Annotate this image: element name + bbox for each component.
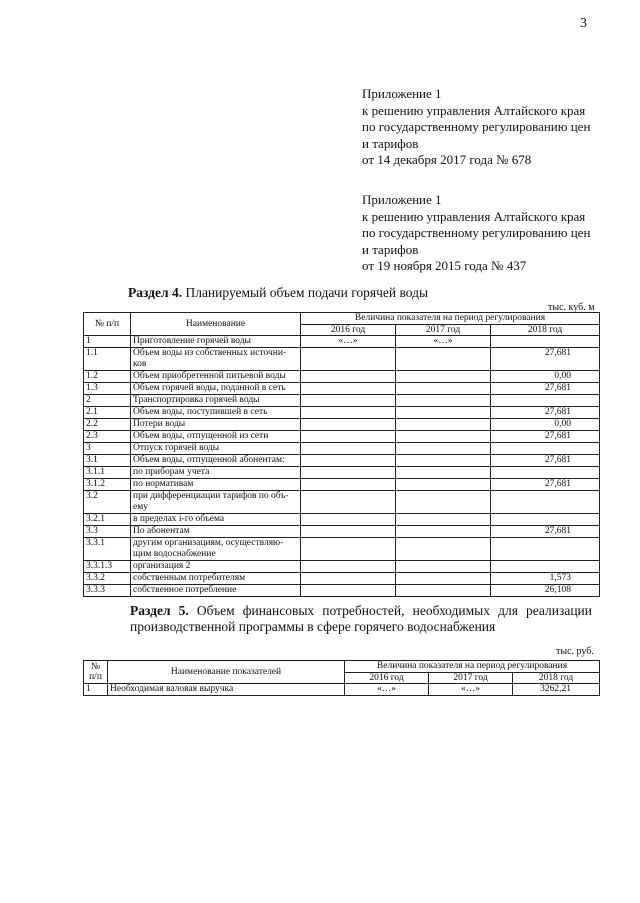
row-value-2017 [396, 514, 491, 526]
row-value-2018 [491, 491, 600, 514]
row-value-2016 [301, 467, 396, 479]
row-value-2018: 26,108 [491, 585, 600, 597]
row-num-cell: 3.2 [84, 491, 131, 514]
row-name-cell: собственное потребление [131, 585, 301, 597]
table-row [84, 383, 600, 395]
table-row [84, 419, 600, 431]
section5-table [83, 660, 600, 696]
row-value-2017 [396, 455, 491, 467]
row-value-2016 [301, 514, 396, 526]
row-value-2016 [301, 585, 396, 597]
row-num-cell: 3.3.3 [84, 585, 131, 597]
row-name-cell: Отпуск горячей воды [131, 443, 301, 455]
row-name-cell: Объем воды, поступившей в сеть [131, 407, 301, 419]
page-number: 3 [580, 16, 587, 31]
row-value-2016: «…» [345, 684, 429, 696]
table-row [84, 479, 600, 491]
row-value-2016 [301, 455, 396, 467]
row-name-cell: Объем воды из собственных источни-ков [131, 348, 301, 371]
row-num-cell: 1 [84, 684, 108, 696]
row-name-cell: Объем воды, отпущенной из сети [131, 431, 301, 443]
row-value-2018 [491, 514, 600, 526]
row-value-2016 [301, 407, 396, 419]
appendix-current-block [362, 86, 590, 169]
header-num-line1: № [90, 661, 101, 672]
table-row [84, 538, 600, 561]
row-value-2016 [301, 491, 396, 514]
header-name: Наименование показателей [108, 661, 345, 684]
row-value-2017 [396, 431, 491, 443]
row-num-cell: 3.3.2 [84, 573, 131, 585]
row-value-2017 [396, 348, 491, 371]
row-value-2016 [301, 526, 396, 538]
row-value-2018: 0,00 [491, 419, 600, 431]
header-year-2016: 2016 год [301, 324, 396, 336]
row-value-2016 [301, 383, 396, 395]
appendix-line: по государственному регулированию цен [362, 119, 591, 134]
row-value-2018: 27,681 [491, 407, 600, 419]
section4-table-body [84, 336, 600, 597]
row-name-cell: Объем воды, отпущенной абонентам: [131, 455, 301, 467]
row-name-cell: Объем приобретенной питьевой воды [131, 371, 301, 383]
row-num-cell: 3.2.1 [84, 514, 131, 526]
row-value-2018 [491, 538, 600, 561]
row-num-cell: 2.1 [84, 407, 131, 419]
table-row [84, 455, 600, 467]
row-value-2017 [396, 585, 491, 597]
section5-title [130, 603, 592, 635]
row-value-2016 [301, 395, 396, 407]
header-num-line2: п/п [89, 672, 102, 682]
row-value-2017 [396, 443, 491, 455]
row-value-2017 [396, 561, 491, 573]
row-value-2018: 27,681 [491, 526, 600, 538]
row-name-cell: По абонентам [131, 526, 301, 538]
row-name-cell: собственным потребителям [131, 573, 301, 585]
header-year-2017: 2017 год [429, 672, 513, 684]
row-value-2016 [301, 371, 396, 383]
row-value-2017 [396, 407, 491, 419]
section5-title-bold: Раздел 5. [130, 603, 189, 618]
header-num: № п/п [84, 313, 131, 336]
row-num-cell: 3.1.1 [84, 467, 131, 479]
row-value-2018 [491, 443, 600, 455]
row-value-2018: 27,681 [491, 348, 600, 371]
row-value-2018: 3262,21 [513, 684, 600, 696]
row-num-cell: 3 [84, 443, 131, 455]
table-row [84, 514, 600, 526]
appendix-line: Приложение 1 [362, 192, 442, 207]
row-value-2017 [396, 371, 491, 383]
section4-title [128, 285, 428, 301]
header-num [84, 661, 108, 684]
section4-title-bold: Раздел 4. [128, 285, 183, 300]
row-value-2016 [301, 348, 396, 371]
row-value-2017: «…» [396, 336, 491, 348]
section5-unit: тыс. руб. [556, 646, 594, 657]
row-name-cell: Транспортировка горячей воды [131, 395, 301, 407]
row-value-2018: 1,573 [491, 573, 600, 585]
row-num-cell: 3.3.1 [84, 538, 131, 561]
row-value-2017: «…» [429, 684, 513, 696]
row-num-cell: 1 [84, 336, 131, 348]
row-value-2018: 27,681 [491, 479, 600, 491]
row-name-cell: Потери воды [131, 419, 301, 431]
row-value-2018 [491, 395, 600, 407]
row-value-2018: 0,00 [491, 371, 600, 383]
appendix-line: от 14 декабря 2017 года № 678 [362, 152, 532, 167]
row-value-2017 [396, 395, 491, 407]
row-value-2017 [396, 479, 491, 491]
row-name-cell: организация 2 [131, 561, 301, 573]
section4-table [83, 312, 600, 597]
row-num-cell: 3.3.1.3 [84, 561, 131, 573]
row-value-2016 [301, 538, 396, 561]
appendix-line: от 19 ноября 2015 года № 437 [362, 258, 527, 273]
table-row [84, 443, 600, 455]
appendix-line: к решению управления Алтайского края [362, 208, 586, 224]
row-value-2016: «…» [301, 336, 396, 348]
row-num-cell: 2.2 [84, 419, 131, 431]
row-name-cell: Приготовление горячей воды [131, 336, 301, 348]
row-value-2017 [396, 419, 491, 431]
row-value-2016 [301, 443, 396, 455]
row-num-cell: 3.1 [84, 455, 131, 467]
row-value-2018 [491, 467, 600, 479]
header-year-2018: 2018 год [513, 672, 600, 684]
row-name-cell: Необходимая валовая выручка [108, 684, 345, 696]
section4-title-text: Планируемый объем подачи горячей воды [182, 285, 429, 300]
row-value-2017 [396, 383, 491, 395]
row-value-2018 [491, 336, 600, 348]
row-value-2018: 27,681 [491, 431, 600, 443]
row-num-cell: 1.3 [84, 383, 131, 395]
table-row [84, 561, 600, 573]
row-num-cell: 3.1.2 [84, 479, 131, 491]
appendix-line: и тарифов [362, 241, 419, 257]
row-num-cell: 1.2 [84, 371, 131, 383]
table-row [84, 407, 600, 419]
header-name: Наименование [131, 313, 301, 336]
row-name-cell: Объем горячей воды, поданной в сеть [131, 383, 301, 395]
row-name-cell: в пределах i-го объема [131, 514, 301, 526]
header-year-2016: 2016 год [345, 672, 429, 684]
row-value-2017 [396, 491, 491, 514]
appendix-line: по государственному регулированию цен [362, 225, 591, 240]
appendix-line: к решению управления Алтайского края [362, 102, 586, 118]
row-value-2017 [396, 573, 491, 585]
row-value-2017 [396, 526, 491, 538]
appendix-previous-block [362, 192, 590, 275]
row-value-2016 [301, 561, 396, 573]
row-value-2018: 27,681 [491, 383, 600, 395]
appendix-line: и тарифов [362, 135, 419, 151]
row-name-cell: по приборам учета [131, 467, 301, 479]
table-row [84, 684, 600, 696]
row-name-cell: другим организациям, осуществляю-щим водоснабжение [131, 538, 301, 561]
section4-unit: тыс. куб. м [548, 302, 595, 313]
row-num-cell: 2.3 [84, 431, 131, 443]
row-value-2016 [301, 479, 396, 491]
row-value-2018: 27,681 [491, 455, 600, 467]
row-value-2017 [396, 538, 491, 561]
row-value-2018 [491, 561, 600, 573]
table-row [84, 348, 600, 371]
section5-title-text: Объем финансовых потребностей, необходимых для реализации производственной программы в сфере горячего водоснабжения [130, 603, 592, 634]
row-num-cell: 1.1 [84, 348, 131, 371]
row-num-cell: 2 [84, 395, 131, 407]
row-value-2016 [301, 431, 396, 443]
header-period: Величина показателя на период регулирования [345, 661, 600, 673]
table-row [84, 491, 600, 514]
table-row [84, 371, 600, 383]
table-row [84, 573, 600, 585]
section5-table-body [84, 684, 600, 696]
table-row [84, 431, 600, 443]
table-row [84, 467, 600, 479]
row-value-2017 [396, 467, 491, 479]
row-value-2016 [301, 573, 396, 585]
row-num-cell: 3.3 [84, 526, 131, 538]
table-row [84, 395, 600, 407]
header-period: Величина показателя на период регулирования [301, 313, 600, 325]
table-row [84, 526, 600, 538]
table-row [84, 585, 600, 597]
row-value-2016 [301, 419, 396, 431]
appendix-line: Приложение 1 [362, 86, 442, 101]
table-row [84, 336, 600, 348]
row-name-cell: по нормативам [131, 479, 301, 491]
header-year-2018: 2018 год [491, 324, 600, 336]
header-year-2017: 2017 год [396, 324, 491, 336]
row-name-cell: при дифференциации тарифов по объ-ему [131, 491, 301, 514]
